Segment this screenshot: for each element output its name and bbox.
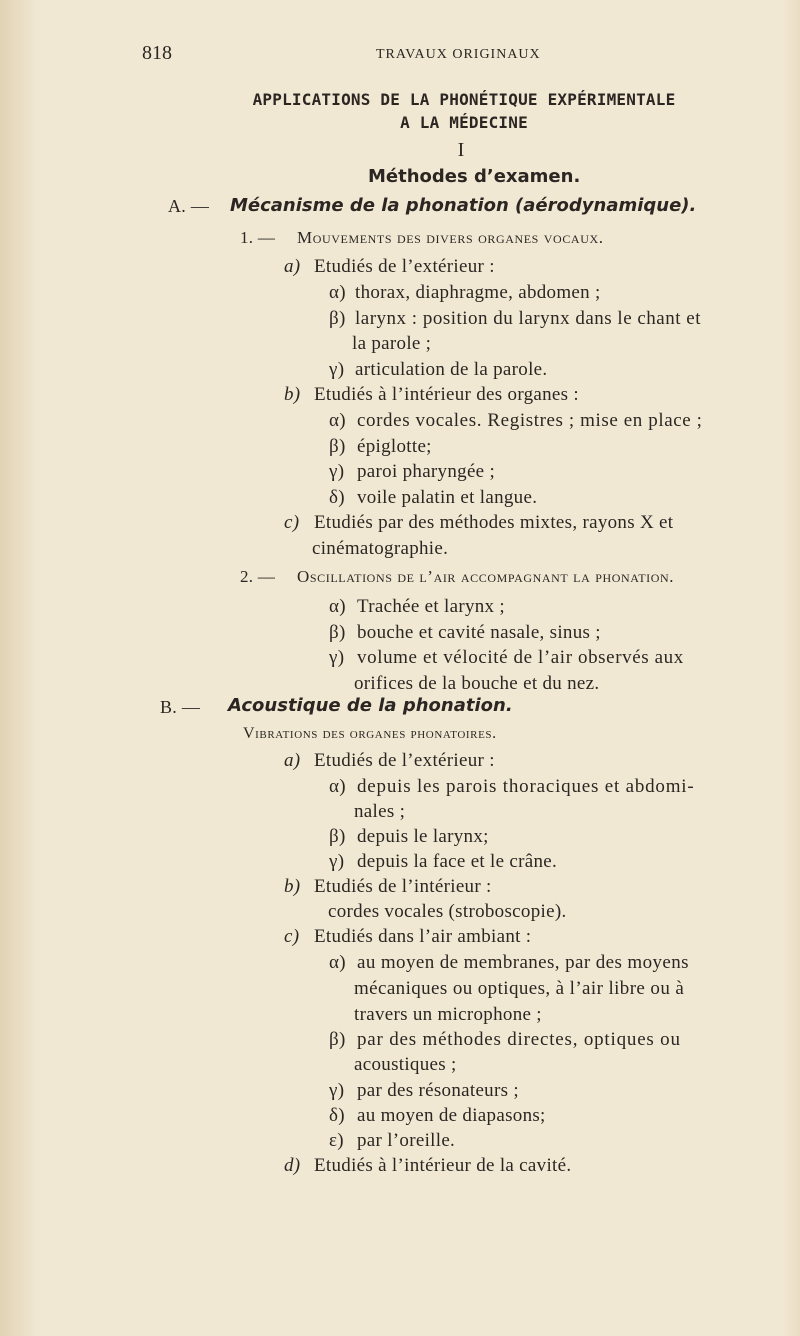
item-gamma-marker: γ) bbox=[329, 359, 345, 380]
section-b-letter: B. — bbox=[160, 697, 201, 717]
item-alpha-text: Trachée et larynx ; bbox=[357, 596, 505, 617]
item-alpha-text-cont-2: travers un microphone ; bbox=[354, 1004, 542, 1025]
item-beta-text-cont: acoustiques ; bbox=[354, 1054, 457, 1075]
item-alpha-text: thorax, diaphragme, abdomen ; bbox=[355, 282, 601, 303]
item-c-marker: c) bbox=[284, 512, 300, 533]
item-alpha-text-cont: mécaniques ou optiques, à l’air libre ou à bbox=[354, 978, 685, 999]
item-beta-marker: β) bbox=[329, 436, 346, 457]
subsection-a2-heading: Oscillations de l’air accompagnant la phonation. bbox=[297, 567, 675, 586]
item-epsilon-text: par l’oreille. bbox=[357, 1130, 456, 1151]
item-alpha-text: cordes vocales. Registres ; mise en place ; bbox=[357, 410, 703, 431]
item-delta-marker: δ) bbox=[329, 487, 345, 508]
item-beta-marker: β) bbox=[329, 1029, 346, 1050]
part-numeral: I bbox=[457, 139, 465, 161]
item-beta-text: par des méthodes directes, optiques ou bbox=[357, 1029, 681, 1050]
item-gamma-marker: γ) bbox=[329, 851, 345, 872]
section-b-heading: Acoustique de la phonation. bbox=[228, 695, 513, 716]
item-gamma-marker: γ) bbox=[329, 1080, 345, 1101]
item-a-text: Etudiés de l’extérieur : bbox=[314, 750, 495, 771]
item-d-text: Etudiés à l’intérieur de la cavité. bbox=[314, 1155, 572, 1176]
item-c-text-cont: cinématographie. bbox=[312, 538, 449, 559]
item-a-marker: a) bbox=[284, 750, 301, 771]
item-alpha-marker: α) bbox=[329, 282, 346, 303]
subsection-a2-number: 2. — bbox=[240, 567, 276, 586]
part-heading: Méthodes d’examen. bbox=[368, 166, 581, 187]
section-a-heading: Mécanisme de la phonation (aérodynamique). bbox=[230, 195, 697, 216]
item-beta-text: épiglotte; bbox=[357, 436, 432, 457]
item-beta-marker: β) bbox=[329, 622, 346, 643]
page-number: 818 bbox=[142, 42, 172, 64]
item-b-text: Etudiés de l’intérieur : bbox=[314, 876, 492, 897]
item-beta-text: larynx : position du larynx dans le chant et bbox=[355, 308, 701, 329]
item-beta-marker: β) bbox=[329, 826, 346, 847]
item-delta-marker: δ) bbox=[329, 1105, 345, 1126]
item-delta-text: voile palatin et langue. bbox=[357, 487, 538, 508]
article-title-line-2: A LA MÉDECINE bbox=[400, 113, 528, 132]
section-a-letter: A. — bbox=[168, 196, 210, 216]
item-beta-text-cont: la parole ; bbox=[352, 333, 432, 354]
item-a-text: Etudiés de l’extérieur : bbox=[314, 256, 495, 277]
item-d-marker: d) bbox=[284, 1155, 301, 1176]
item-b-marker: b) bbox=[284, 384, 301, 405]
item-alpha-marker: α) bbox=[329, 410, 346, 431]
subsection-a1-heading: Mouvements des divers organes vocaux. bbox=[297, 228, 604, 247]
item-alpha-text-cont: nales ; bbox=[354, 801, 406, 822]
item-beta-text: bouche et cavité nasale, sinus ; bbox=[357, 622, 601, 643]
item-b-text: Etudiés à l’intérieur des organes : bbox=[314, 384, 579, 405]
item-alpha-text: au moyen de membranes, par des moyens bbox=[357, 952, 689, 973]
item-gamma-marker: γ) bbox=[329, 461, 345, 482]
item-gamma-text: paroi pharyngée ; bbox=[357, 461, 496, 482]
item-beta-marker: β) bbox=[329, 308, 346, 329]
item-b-marker: b) bbox=[284, 876, 301, 897]
item-gamma-text: depuis la face et le crâne. bbox=[357, 851, 558, 872]
item-c-text: Etudiés par des méthodes mixtes, rayons X et bbox=[314, 512, 674, 533]
item-c-marker: c) bbox=[284, 926, 300, 947]
running-title: TRAVAUX ORIGINAUX bbox=[376, 47, 541, 62]
subsection-a1-number: 1. — bbox=[240, 228, 276, 247]
item-gamma-text: articulation de la parole. bbox=[355, 359, 548, 380]
item-delta-text: au moyen de diapasons; bbox=[357, 1105, 546, 1126]
article-title-line-1: APPLICATIONS DE LA PHONÉTIQUE EXPÉRIMENTALE bbox=[252, 90, 676, 109]
item-b-continuation: cordes vocales (stroboscopie). bbox=[328, 901, 567, 922]
item-a-marker: a) bbox=[284, 256, 301, 277]
subsection-b-heading: Vibrations des organes phonatoires. bbox=[243, 725, 497, 742]
item-epsilon-marker: ε) bbox=[329, 1130, 344, 1151]
item-beta-text: depuis le larynx; bbox=[357, 826, 489, 847]
item-alpha-marker: α) bbox=[329, 596, 346, 617]
item-gamma-text: par des résonateurs ; bbox=[357, 1080, 519, 1101]
item-gamma-marker: γ) bbox=[329, 647, 345, 668]
item-c-text: Etudiés dans l’air ambiant : bbox=[314, 926, 532, 947]
item-gamma-text: volume et vélocité de l’air observés aux bbox=[357, 647, 684, 668]
item-alpha-marker: α) bbox=[329, 952, 346, 973]
item-alpha-marker: α) bbox=[329, 776, 346, 797]
item-gamma-text-cont: orifices de la bouche et du nez. bbox=[354, 673, 600, 694]
item-alpha-text: depuis les parois thoraciques et abdomi- bbox=[357, 776, 695, 797]
